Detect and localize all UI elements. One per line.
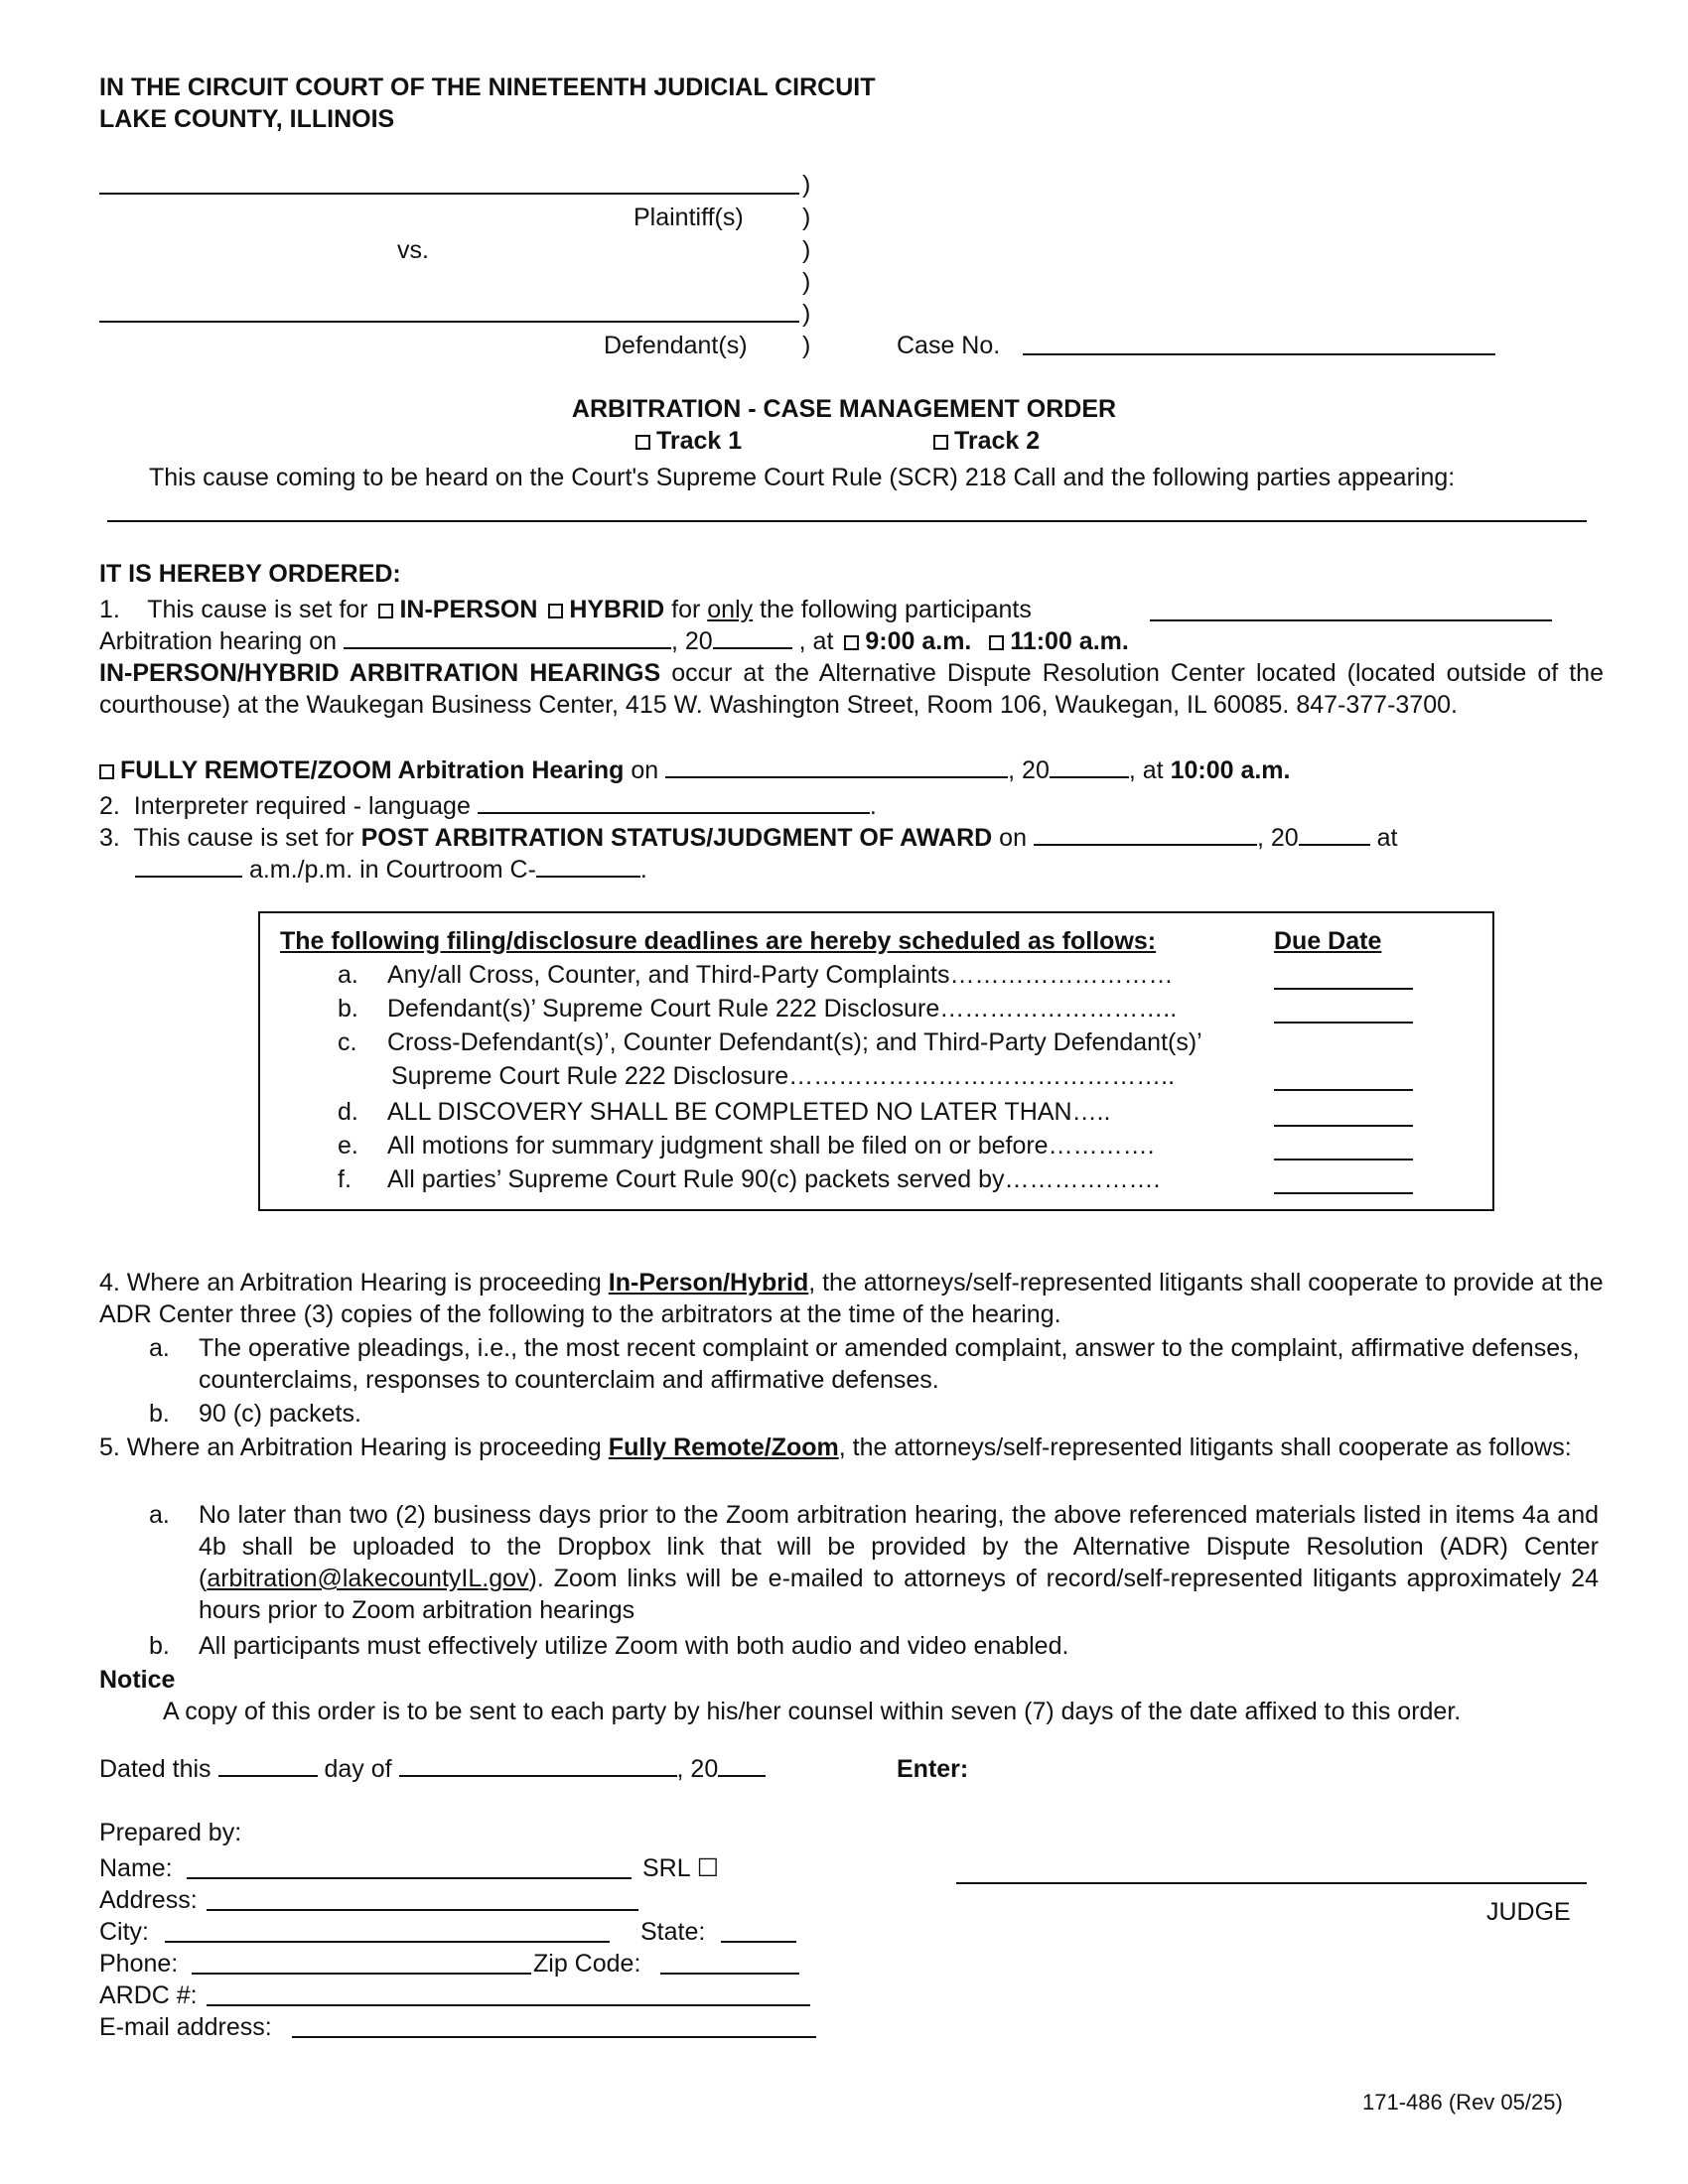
judge-label: JUDGE — [1486, 1898, 1571, 1926]
defendant-label: Defendant(s) — [604, 332, 748, 359]
time-11am-checkbox[interactable] — [989, 635, 1004, 650]
time-9am-label: 9:00 a.m. — [865, 627, 972, 655]
remote-line — [99, 754, 1290, 786]
location-text: occur at the Alternative Dispute Resolution Center located (located outside of the courthouse) at the Waukegan Business Center, 415 W. Washington Street, Room 106, Waukegan, IL 60085. 847-377-3700. — [99, 659, 1604, 719]
arb-hearing-label: Arbitration hearing on — [99, 627, 338, 655]
para4 — [99, 1267, 1604, 1330]
item1-number: 1. — [99, 596, 120, 623]
year-prefix: , 20 — [676, 1755, 719, 1783]
at-text: , at — [798, 627, 834, 655]
arb-hearing-date-field[interactable] — [344, 625, 671, 649]
year-prefix: , 20 — [1008, 756, 1050, 784]
judge-signature-line[interactable] — [956, 1882, 1587, 1884]
remote-year-field[interactable] — [1050, 754, 1129, 778]
deadline-f-due-field[interactable] — [1274, 1192, 1413, 1194]
case-no-label: Case No. — [897, 332, 1001, 359]
parties-appearing-line[interactable] — [107, 520, 1587, 522]
hybrid-checkbox[interactable] — [548, 604, 563, 618]
remote-date-field[interactable] — [665, 754, 1008, 778]
hybrid-label: HYBRID — [569, 596, 665, 623]
dated-year-field[interactable] — [718, 1753, 766, 1777]
prepared-by-label: Prepared by: — [99, 1819, 242, 1846]
address-label: Address: — [99, 1886, 198, 1914]
dated-month-field[interactable] — [399, 1753, 677, 1777]
srl-checkbox[interactable]: ☐ — [696, 1854, 720, 1882]
caption-paren: ) — [802, 332, 811, 359]
deadline-d-due-field[interactable] — [1274, 1125, 1413, 1127]
para5-a-text — [199, 1499, 1599, 1626]
deadline-text: Cross-Defendant(s)’, Counter Defendant(s); and Third-Party Defendant(s)’ — [387, 1028, 1202, 1056]
city-label: City: — [99, 1918, 149, 1946]
time-11am-label: 11:00 a.m. — [1010, 627, 1129, 655]
deadline-letter: a. — [338, 961, 358, 989]
order-heading: IT IS HEREBY ORDERED: — [99, 560, 401, 588]
item3-pre-text: This cause is set for — [133, 824, 354, 852]
name-label: Name: — [99, 1854, 173, 1882]
para4-post: , the attorneys/self-represented litigants shall cooperate to provide at the ADR Center three (3) copies of the following to the arbitrators at the time of the hearing. — [99, 1269, 1604, 1328]
state-field[interactable] — [721, 1941, 796, 1943]
deadline-b-due-field[interactable] — [1274, 1022, 1413, 1024]
deadlines-heading: The following filing/disclosure deadlines are hereby scheduled as follows: — [280, 927, 1157, 955]
item1-line — [99, 594, 1032, 625]
para4-bold: In-Person/Hybrid — [608, 1269, 809, 1297]
para4-a-letter: a. — [149, 1334, 170, 1362]
year-prefix: , 20 — [671, 627, 713, 655]
email-label: E-mail address: — [99, 2013, 272, 2041]
notice-text: A copy of this order is to be sent to each party by his/her counsel within seven (7) days of the date affixed to this order. — [163, 1698, 1462, 1725]
location-heading: IN-PERSON/HYBRID ARBITRATION HEARINGS — [99, 659, 661, 687]
remote-checkbox[interactable] — [99, 764, 114, 779]
adr-email-link[interactable]: arbitration@lakecountyIL.gov — [207, 1565, 529, 1592]
para4-b-letter: b. — [149, 1400, 170, 1428]
state-label: State: — [640, 1918, 706, 1946]
para5-a-letter: a. — [149, 1501, 170, 1529]
caption-paren: ) — [802, 171, 811, 199]
courtroom-label: a.m./p.m. in Courtroom C- — [248, 856, 536, 884]
arb-hearing-line — [99, 625, 1129, 657]
dated-this-label: Dated this — [99, 1755, 211, 1783]
deadline-letter: f. — [338, 1165, 352, 1193]
item2-end: . — [869, 792, 877, 820]
deadline-text: All parties’ Supreme Court Rule 90(c) packets served by………………. — [387, 1165, 1161, 1193]
phone-field[interactable] — [192, 1973, 531, 1975]
deadline-a-due-field[interactable] — [1274, 988, 1413, 990]
deadline-letter: c. — [338, 1028, 357, 1056]
item3-bold-text: POST ARBITRATION STATUS/JUDGMENT OF AWARD — [360, 824, 993, 852]
courtroom-field[interactable] — [536, 854, 640, 878]
year-prefix: , 20 — [1256, 824, 1299, 852]
item2-number: 2. — [99, 792, 120, 820]
para4-pre: 4. Where an Arbitration Hearing is proceeding — [99, 1269, 602, 1297]
participants-text: the following participants — [760, 596, 1032, 623]
interpreter-language-field[interactable] — [478, 790, 870, 814]
deadline-text: Any/all Cross, Counter, and Third-Party Complaints……………………… — [387, 961, 1174, 989]
dated-day-field[interactable] — [218, 1753, 318, 1777]
remote-label: FULLY REMOTE/ZOOM Arbitration Hearing — [120, 756, 625, 784]
deadline-text: ALL DISCOVERY SHALL BE COMPLETED NO LATER THAN….. — [387, 1098, 1111, 1126]
post-arb-year-field[interactable] — [1299, 822, 1370, 846]
post-arb-time-field[interactable] — [135, 854, 242, 878]
ardc-field[interactable] — [207, 2004, 810, 2006]
due-date-heading: Due Date — [1274, 927, 1382, 955]
location-paragraph — [99, 657, 1604, 721]
item2-line — [99, 790, 877, 822]
county-name: LAKE COUNTY, ILLINOIS — [99, 105, 395, 133]
track2-checkbox[interactable] — [933, 435, 948, 450]
at-text: , at — [1128, 756, 1164, 784]
court-name: IN THE CIRCUIT COURT OF THE NINETEENTH JUDICIAL CIRCUIT — [99, 73, 876, 101]
item3-at-text: at — [1376, 824, 1398, 852]
para4-a-text: The operative pleadings, i.e., the most recent complaint or amended complaint, answer to the complaint, affirmative defenses, counterclaims, responses to counterclaim and affirmative defenses. — [199, 1334, 1580, 1394]
item1-pre-text: This cause is set for — [147, 596, 368, 623]
track2-option[interactable] — [933, 425, 1040, 457]
track1-option[interactable] — [635, 425, 742, 457]
track1-label: Track 1 — [656, 427, 743, 455]
deadline-c-due-field[interactable] — [1274, 1089, 1413, 1091]
deadline-text-continued: Supreme Court Rule 222 Disclosure……………………………………….. — [391, 1062, 1176, 1090]
deadline-letter: e. — [338, 1132, 358, 1160]
item3-end: . — [639, 856, 647, 884]
day-of-label: day of — [324, 1755, 392, 1783]
name-field[interactable] — [187, 1877, 632, 1879]
srl-label: SRL — [642, 1854, 690, 1882]
city-field[interactable] — [165, 1941, 610, 1943]
enter-label: Enter: — [897, 1755, 969, 1783]
para5-a-text1: No later than two (2) business days prior to the Zoom arbitration hearing, the above referenced materials listed in items 4a and 4b shall be uploaded to the Dropbox link that will be provided by the Alternative Dispute Resolution (ADR) Center ( — [199, 1501, 1599, 1592]
item3-line — [99, 822, 1397, 854]
item3-number: 3. — [99, 824, 120, 852]
deadline-text: Defendant(s)’ Supreme Court Rule 222 Disclosure……………………….. — [387, 995, 1178, 1023]
for-text: for — [671, 596, 701, 623]
participants-line[interactable] — [1150, 619, 1552, 621]
plaintiff-label: Plaintiff(s) — [633, 204, 744, 231]
para5-bold: Fully Remote/Zoom — [608, 1433, 839, 1461]
case-no-line[interactable] — [1023, 353, 1495, 355]
deadline-letter: b. — [338, 995, 358, 1023]
para5-b-letter: b. — [149, 1632, 170, 1660]
item3-line2 — [135, 854, 647, 886]
srl-option[interactable] — [642, 1852, 719, 1884]
on-text: on — [631, 756, 659, 784]
caption-paren: ) — [802, 268, 811, 296]
in-person-checkbox[interactable] — [378, 604, 393, 618]
para5-b-text: All participants must effectively utilize Zoom with both audio and video enabled. — [199, 1632, 1069, 1660]
item2-text: Interpreter required - language — [133, 792, 471, 820]
notice-heading: Notice — [99, 1666, 176, 1694]
defendant-name-line[interactable] — [99, 321, 799, 323]
item3-on-text: on — [999, 824, 1027, 852]
ardc-label: ARDC #: — [99, 1981, 198, 2009]
order-title: ARBITRATION - CASE MANAGEMENT ORDER — [571, 395, 1117, 423]
phone-label: Phone: — [99, 1950, 179, 1978]
arb-hearing-year-field[interactable] — [713, 625, 792, 649]
form-number: 171-486 (Rev 05/25) — [1362, 2090, 1563, 2115]
deadline-letter: d. — [338, 1098, 358, 1126]
para5-pre: 5. Where an Arbitration Hearing is proceeding — [99, 1433, 602, 1461]
vs-label: vs. — [397, 236, 429, 264]
plaintiff-name-line[interactable] — [99, 193, 799, 195]
caption-paren: ) — [802, 236, 811, 264]
dated-line — [99, 1753, 766, 1785]
para5-post: , the attorneys/self-represented litigants shall cooperate as follows: — [838, 1433, 1572, 1461]
remote-time: 10:00 a.m. — [1170, 756, 1291, 784]
zip-field[interactable] — [660, 1973, 799, 1975]
time-9am-checkbox[interactable] — [844, 635, 859, 650]
in-person-label: IN-PERSON — [399, 596, 538, 623]
deadline-e-due-field[interactable] — [1274, 1159, 1413, 1160]
para5 — [99, 1432, 1604, 1463]
post-arb-date-field[interactable] — [1034, 822, 1257, 846]
para4-b-text: 90 (c) packets. — [199, 1400, 361, 1428]
intro-text: This cause coming to be heard on the Court's Supreme Court Rule (SCR) 218 Call and the following parties appearing: — [149, 464, 1456, 491]
deadline-text: All motions for summary judgment shall be filed on or before…………. — [387, 1132, 1155, 1160]
caption-paren: ) — [802, 300, 811, 328]
para5-a-text2: ). Zoom links will be e-mailed to attorneys of record/self-represented litigants approximately 24 hours prior to Zoom arbitration hearings — [199, 1565, 1599, 1624]
zip-label: Zip Code: — [533, 1950, 641, 1978]
only-text: only — [707, 596, 754, 623]
caption-paren: ) — [802, 204, 811, 231]
track2-label: Track 2 — [954, 427, 1041, 455]
track1-checkbox[interactable] — [635, 435, 650, 450]
email-field[interactable] — [292, 2036, 816, 2038]
address-field[interactable] — [207, 1909, 638, 1911]
